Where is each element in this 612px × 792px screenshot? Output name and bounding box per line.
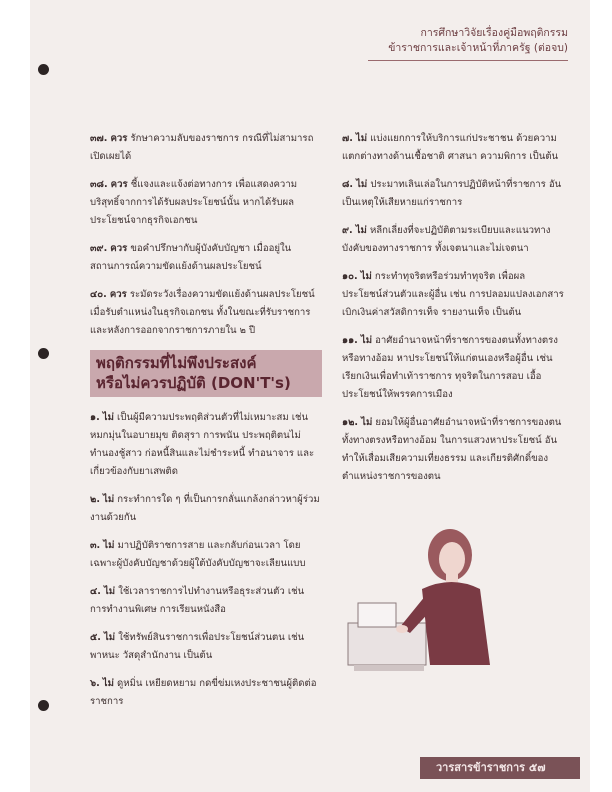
hand bbox=[396, 625, 408, 633]
page-number: ๕๗ bbox=[528, 761, 546, 774]
item-number: ๓. bbox=[90, 540, 101, 551]
header-line-1: การศึกษาวิจัยเรื่องคู่มือพฤติกรรม bbox=[420, 27, 568, 39]
item-number: ๑๐. bbox=[342, 271, 358, 282]
item-number: ๓๙. bbox=[90, 243, 108, 254]
printer-base bbox=[354, 665, 424, 671]
item-text: มาปฏิบัติราชการสาย และกลับก่อนเวลา โดยเฉพาะผู้บังคับบัญชาด้วยผู้ใต้บังคับบัญชาจะเลียนแบบ bbox=[90, 540, 306, 569]
item-number: ๔๐. bbox=[90, 289, 107, 300]
item-keyword: ไม่ bbox=[103, 540, 115, 551]
list-item bbox=[342, 222, 564, 258]
item-number: ๘. bbox=[342, 179, 354, 190]
list-item bbox=[90, 675, 322, 711]
item-keyword: ไม่ bbox=[103, 494, 115, 505]
item-text: ขอคำปรึกษากับผู้บังคับบัญชา เมื่ออยู่ในสถานการณ์ความขัดแย้งด้านผลประโยชน์ bbox=[90, 243, 292, 272]
printer-body bbox=[348, 623, 426, 665]
item-number: ๑๑. bbox=[342, 335, 358, 346]
list-item bbox=[90, 409, 322, 481]
item-keyword: ไม่ bbox=[103, 632, 116, 643]
item-text: แบ่งแยกการให้บริการแก่ประชาชน ด้วยความแตกต่างทางด้านเชื้อชาติ ศาสนา ความพิการ เป็นต้น bbox=[342, 133, 559, 162]
face bbox=[439, 542, 465, 576]
list-item bbox=[90, 176, 322, 230]
list-item bbox=[90, 491, 322, 527]
printer-paper bbox=[358, 603, 396, 627]
list-item bbox=[342, 176, 564, 212]
header-rule bbox=[368, 60, 568, 61]
list-item bbox=[90, 537, 322, 573]
item-keyword: ไม่ bbox=[355, 133, 368, 144]
item-number: ๓๘. bbox=[90, 179, 108, 190]
item-keyword: ไม่ bbox=[360, 271, 372, 282]
item-keyword: ไม่ bbox=[102, 412, 114, 423]
item-text: หลีกเลี่ยงที่จะปฏิบัติตามระเบียบและแนวทางบังคับของทางราชการ ทั้งเจตนาและไม่เจตนา bbox=[342, 225, 551, 254]
item-keyword: ไม่ bbox=[361, 417, 373, 428]
section-banner bbox=[90, 350, 322, 397]
item-text: เป็นผู้มีความประพฤติส่วนตัวที่ไม่เหมาะสม เช่น หมกมุ่นในอบายมุข ติดสุรา การพนัน ประพฤติตนไม่ทำนองชู้สาว ก่อหนี้สินและไม่ชำระหนี้ ทำอนาจาร และเกี่ยวข้องกับยาเสพติด bbox=[90, 412, 315, 477]
item-text: กระทำทุจริตหรือร่วมทำทุจริต เพื่อผลประโยชน์ส่วนตัวและผู้อื่น เช่น การปลอมแปลงเอกสาร เบิกเงินค่าสวัสดิการเท็จ รายงานเท็จ เป็นต้น bbox=[342, 271, 564, 318]
list-item bbox=[90, 240, 322, 276]
binder-hole bbox=[38, 700, 49, 711]
item-text: ประมาทเลินเล่อในการปฏิบัติหน้าที่ราชการ อันเป็นเหตุให้เสียหายแก่ราชการ bbox=[342, 179, 562, 208]
list-item bbox=[342, 268, 564, 322]
running-header bbox=[388, 26, 568, 56]
item-keyword: ไม่ bbox=[356, 179, 368, 190]
footer-title: วารสารข้าราชการ bbox=[436, 761, 526, 774]
list-item bbox=[90, 629, 322, 665]
binder-hole bbox=[38, 64, 49, 75]
item-text: รักษาความลับของราชการ กรณีที่ไม่สามารถเปิดเผยได้ bbox=[90, 133, 314, 162]
binder-hole bbox=[38, 348, 49, 359]
item-text: ชี้แจงและแจ้งต่อทางการ เพื่อแสดงความบริสุทธิ์จากการได้รับผลประโยชน์นั้น หากได้รับผลประโยชน์จากธุรกิจเอกชน bbox=[90, 179, 298, 226]
list-item bbox=[90, 286, 322, 340]
item-keyword: ไม่ bbox=[102, 678, 114, 689]
item-number: ๗. bbox=[342, 133, 353, 144]
right-column bbox=[342, 130, 564, 496]
item-number: ๕. bbox=[90, 632, 101, 643]
item-number: ๑๒. bbox=[342, 417, 359, 428]
banner-line-2: หรือไม่ควรปฏิบัติ bbox=[96, 374, 206, 392]
banner-line-1: พฤติกรรมที่ไม่พึงประสงค์ bbox=[96, 354, 257, 372]
header-line-2: ข้าราชการและเจ้าหน้าที่ภาครัฐ (ต่อจบ) bbox=[388, 42, 568, 54]
item-number: ๙. bbox=[342, 225, 353, 236]
banner-english: (DON'T's) bbox=[211, 374, 291, 392]
item-keyword: ไม่ bbox=[355, 225, 367, 236]
item-number: ๔. bbox=[90, 586, 101, 597]
list-item bbox=[342, 414, 564, 486]
item-text: ดูหมิ่น เหยียดหยาม กดขี่ข่มเหงประชาชนผู้ติดต่อราชการ bbox=[90, 678, 317, 707]
neck bbox=[446, 573, 458, 583]
item-text: ยอมให้ผู้อื่นอาศัยอำนาจหน้าที่ราชการของตนทั้งทางตรงหรือทางอ้อม ในการแสวงหาประโยชน์ อันทำให้เสื่อมเสียความเที่ยงธรรม และเกียรติศักดิ์ของตำแหน่งราชการของตน bbox=[342, 417, 562, 482]
item-number: ๖. bbox=[90, 678, 100, 689]
item-text: อาศัยอำนาจหน้าที่ราชการของตนทั้งทางตรงหรือทางอ้อม หาประโยชน์ให้แก่ตนเองหรือผู้อื่น เช่น เรียกเงินเพื่อทำเท้าราชการ ทุจริตในการสอบ เอื้อประโยชน์ให้พรรคการเมือง bbox=[342, 335, 558, 400]
item-keyword: ควร bbox=[110, 179, 128, 190]
list-item bbox=[90, 130, 322, 166]
item-text: ระมัดระวังเรื่องความขัดแย้งด้านผลประโยชน์ เมื่อรับตำแหน่งในธุรกิจเอกชน ทั้งในขณะที่รับราชการ และหลังการออกจากราชการภายใน ๒ ปี bbox=[90, 289, 315, 336]
list-item bbox=[342, 332, 564, 404]
item-keyword: ไม่ bbox=[360, 335, 373, 346]
footer bbox=[436, 760, 546, 776]
item-text: ใช้เวลาราชการไปทำงานหรือธุระส่วนตัว เช่น การทำงานพิเศษ การเรียนหนังสือ bbox=[90, 586, 305, 615]
woman-at-printer-illustration bbox=[330, 515, 510, 705]
item-number: ๒. bbox=[90, 494, 100, 505]
item-keyword: ควร bbox=[110, 243, 128, 254]
torso bbox=[422, 582, 490, 665]
list-item bbox=[90, 583, 322, 619]
left-column bbox=[90, 130, 322, 721]
item-number: ๑. bbox=[90, 412, 100, 423]
item-keyword: ควร bbox=[110, 133, 128, 144]
item-text: กระทำการใด ๆ ที่เป็นการกลั่นแกล้งกล่าวหาผู้ร่วมงานด้วยกัน bbox=[90, 494, 320, 523]
list-item bbox=[342, 130, 564, 166]
item-keyword: ควร bbox=[109, 289, 127, 300]
item-keyword: ไม่ bbox=[103, 586, 116, 597]
item-number: ๓๗. bbox=[90, 133, 108, 144]
item-text: ใช้ทรัพย์สินราชการเพื่อประโยชน์ส่วนตน เช่น พาหนะ วัสดุสำนักงาน เป็นต้น bbox=[90, 632, 305, 661]
